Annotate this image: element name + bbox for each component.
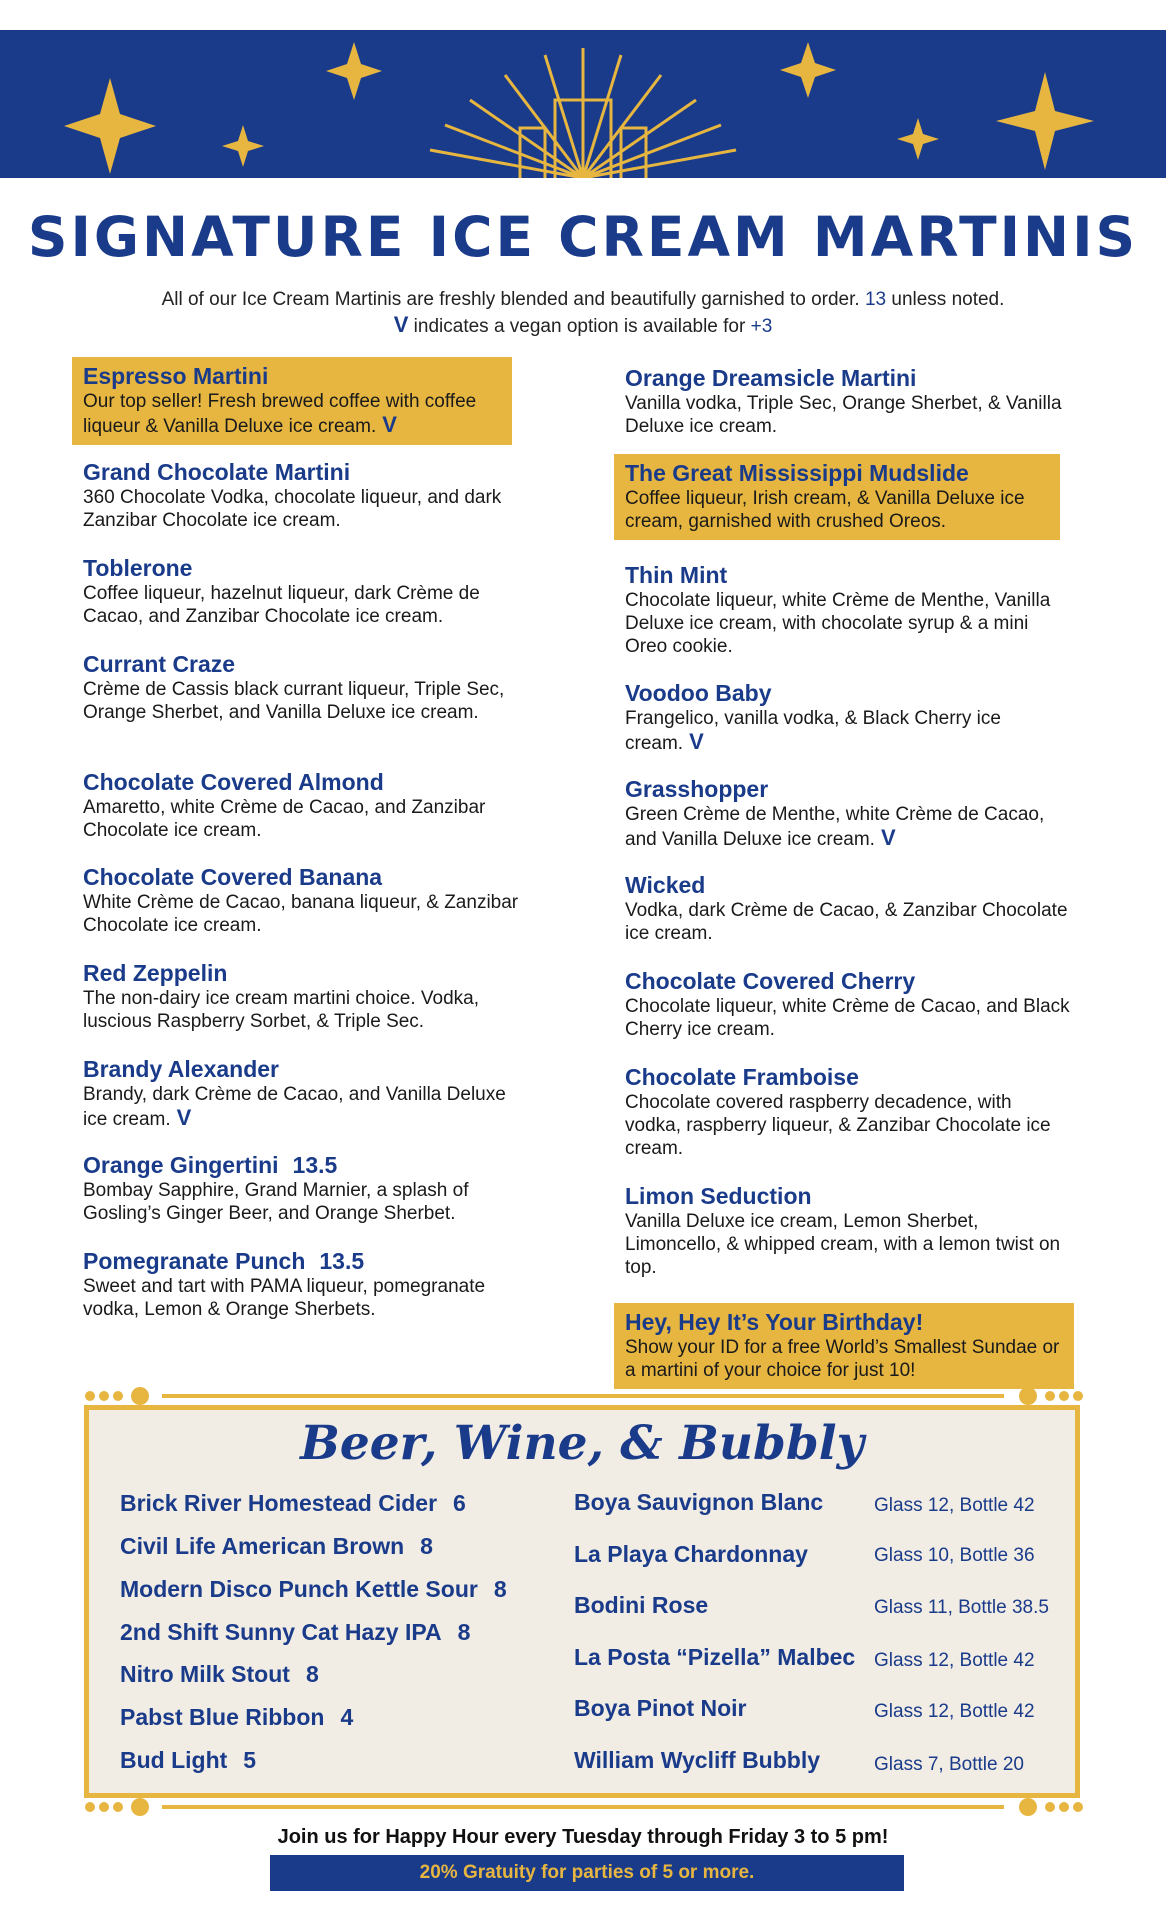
beer-name: Modern Disco Punch Kettle Sour bbox=[120, 1576, 478, 1602]
star-icon bbox=[222, 125, 264, 167]
beer-name: Civil Life American Brown bbox=[120, 1533, 405, 1559]
wine-price: Glass 12, Bottle 42 bbox=[874, 1495, 1035, 1516]
dot-border-bottom bbox=[84, 1797, 1084, 1817]
vegan-mark-icon: V bbox=[393, 312, 409, 337]
beer-price: 8 bbox=[305, 1661, 319, 1687]
item-desc: Vanilla Deluxe ice cream, Lemon Sherbet, Limoncello, & whipped cream, with a lemon twist on top. bbox=[625, 1211, 1061, 1278]
item-name: Espresso Martini bbox=[83, 363, 269, 389]
item-name: Limon Seduction bbox=[625, 1183, 812, 1209]
sunburst-icon bbox=[430, 48, 736, 178]
star-icon bbox=[996, 72, 1094, 170]
wine-name: La Playa Chardonnay bbox=[574, 1541, 808, 1567]
item-desc: Bombay Sapphire, Grand Marnier, a splash of Gosling’s Ginger Beer, and Orange Sherbet. bbox=[83, 1180, 469, 1224]
menu-item-red-zeppelin bbox=[83, 960, 528, 1033]
item-name: Grasshopper bbox=[625, 776, 769, 802]
menu-item-thin-mint bbox=[625, 562, 1070, 658]
item-desc: White Crème de Cacao, banana liqueur, & Zanzibar Chocolate ice cream. bbox=[83, 892, 519, 936]
beer-price: 5 bbox=[243, 1747, 257, 1773]
item-desc: Sweet and tart with PAMA liqueur, pomegranate vodka, Lemon & Orange Sherbets. bbox=[83, 1276, 486, 1320]
menu-item-birthday-special bbox=[614, 1303, 1074, 1389]
item-price: 13.5 bbox=[319, 1248, 365, 1274]
menu-item-voodoo-baby bbox=[625, 680, 1070, 755]
item-desc: Chocolate covered raspberry decadence, with vodka, raspberry liqueur, & Zanzibar Chocolate ice cream. bbox=[625, 1092, 1051, 1159]
beer-item bbox=[120, 1661, 319, 1688]
header-banner bbox=[0, 30, 1166, 178]
beer-item bbox=[120, 1490, 466, 1517]
item-name: The Great Mississippi Mudslide bbox=[625, 460, 969, 486]
item-name: Thin Mint bbox=[625, 562, 728, 588]
intro-unless: unless noted. bbox=[891, 289, 1005, 310]
item-name: Pomegranate Punch bbox=[83, 1248, 306, 1274]
item-desc: Brandy, dark Crème de Cacao, and Vanilla Deluxe ice cream. bbox=[83, 1084, 506, 1130]
menu-item-currant-craze bbox=[83, 651, 528, 724]
item-desc: Coffee liqueur, hazelnut liqueur, dark Crème de Cacao, and Zanzibar Chocolate ice cream. bbox=[83, 583, 480, 627]
menu-item-chocolate-covered-cherry bbox=[625, 968, 1070, 1041]
item-desc: 360 Chocolate Vodka, chocolate liqueur, and dark Zanzibar Chocolate ice cream. bbox=[83, 487, 502, 531]
item-name: Voodoo Baby bbox=[625, 680, 772, 706]
menu-item-espresso-martini bbox=[72, 357, 512, 445]
happy-hour-note: Join us for Happy Hour every Tuesday through Friday 3 to 5 pm! bbox=[277, 1826, 889, 1848]
item-name: Wicked bbox=[625, 872, 706, 898]
beer-wine-title: Beer, Wine, & Bubbly bbox=[300, 1416, 864, 1471]
star-icon bbox=[780, 42, 836, 98]
menu-item-pomegranate-punch bbox=[83, 1248, 528, 1321]
wine-price: Glass 7, Bottle 20 bbox=[874, 1754, 1024, 1775]
item-desc: Green Crème de Menthe, white Crème de Cacao, and Vanilla Deluxe ice cream. bbox=[625, 804, 1045, 850]
item-desc: Show your ID for a free World’s Smallest Sundae or a martini of your choice for just 10! bbox=[625, 1337, 1060, 1381]
gratuity-bar: 20% Gratuity for parties of 5 or more. bbox=[270, 1855, 904, 1891]
vegan-icon: V bbox=[689, 729, 704, 754]
item-name: Hey, Hey It’s Your Birthday! bbox=[625, 1309, 924, 1335]
item-name: Chocolate Covered Cherry bbox=[625, 968, 916, 994]
vegan-upcharge: +3 bbox=[750, 316, 773, 337]
wine-price: Glass 12, Bottle 42 bbox=[874, 1701, 1035, 1722]
item-name: Chocolate Framboise bbox=[625, 1064, 859, 1090]
item-desc: Chocolate liqueur, white Crème de Menthe, Vanilla Deluxe ice cream, with chocolate syrup & a mini Oreo cookie. bbox=[625, 590, 1051, 657]
item-desc: Vanilla vodka, Triple Sec, Orange Sherbet, & Vanilla Deluxe ice cream. bbox=[625, 393, 1062, 437]
beer-name: Bud Light bbox=[120, 1747, 228, 1773]
star-icon bbox=[897, 118, 939, 160]
menu-item-grasshopper bbox=[625, 776, 1070, 851]
beer-name: 2nd Shift Sunny Cat Hazy IPA bbox=[120, 1619, 442, 1645]
intro-text bbox=[80, 287, 1086, 339]
item-desc: Chocolate liqueur, white Crème de Cacao, and Black Cherry ice cream. bbox=[625, 996, 1070, 1040]
item-desc: Frangelico, vanilla vodka, & Black Cherry ice cream. bbox=[625, 708, 1001, 754]
item-name: Chocolate Covered Almond bbox=[83, 769, 384, 795]
vegan-icon: V bbox=[382, 412, 397, 437]
item-name: Brandy Alexander bbox=[83, 1056, 279, 1082]
dot-border-top bbox=[84, 1386, 1084, 1406]
item-desc: The non-dairy ice cream martini choice. Vodka, luscious Raspberry Sorbet, & Triple Sec. bbox=[83, 988, 480, 1032]
beer-price: 8 bbox=[493, 1576, 507, 1602]
art-deco-banner-art bbox=[0, 30, 1166, 178]
wine-name: Bodini Rose bbox=[574, 1592, 709, 1618]
menu-item-limon-seduction bbox=[625, 1183, 1070, 1279]
menu-item-chocolate-framboise bbox=[625, 1064, 1070, 1160]
page-title: SIGNATURE ICE CREAM MARTINIS bbox=[27, 205, 1139, 269]
item-name: Orange Gingertini bbox=[83, 1152, 279, 1178]
menu-item-toblerone bbox=[83, 555, 528, 628]
menu-item-wicked bbox=[625, 872, 1070, 945]
item-desc: Crème de Cassis black currant liqueur, Triple Sec, Orange Sherbet, and Vanilla Deluxe ice cream. bbox=[83, 679, 505, 723]
item-desc: Coffee liqueur, Irish cream, & Vanilla Deluxe ice cream, garnished with crushed Oreos. bbox=[625, 488, 1025, 532]
star-icon bbox=[64, 78, 156, 174]
beer-price: 8 bbox=[457, 1619, 471, 1645]
vegan-icon: V bbox=[880, 825, 896, 850]
menu-item-grand-chocolate-martini bbox=[83, 459, 528, 532]
item-desc: Vodka, dark Crème de Cacao, & Zanzibar Chocolate ice cream. bbox=[625, 900, 1068, 944]
wine-name: Boya Sauvignon Blanc bbox=[574, 1489, 824, 1515]
item-name: Orange Dreamsicle Martini bbox=[625, 365, 917, 391]
beer-item bbox=[120, 1533, 433, 1560]
item-name: Toblerone bbox=[83, 555, 193, 581]
star-icon bbox=[326, 42, 382, 100]
beer-name: Pabst Blue Ribbon bbox=[120, 1704, 325, 1730]
item-name: Grand Chocolate Martini bbox=[83, 459, 351, 485]
menu-item-orange-dreamsicle bbox=[625, 365, 1070, 438]
beer-price: 6 bbox=[453, 1490, 466, 1516]
wine-name: William Wycliff Bubbly bbox=[574, 1747, 821, 1773]
beer-item bbox=[120, 1619, 470, 1646]
beer-price: 4 bbox=[340, 1704, 354, 1730]
wine-price: Glass 11, Bottle 38.5 bbox=[874, 1597, 1049, 1618]
intro-line2: indicates a vegan option is available for bbox=[413, 316, 746, 337]
beer-name: Nitro Milk Stout bbox=[120, 1661, 290, 1687]
item-price: 13.5 bbox=[292, 1152, 338, 1178]
wine-price: Glass 10, Bottle 36 bbox=[874, 1545, 1035, 1566]
beer-item bbox=[120, 1704, 353, 1731]
menu-item-mississippi-mudslide bbox=[614, 454, 1060, 540]
item-desc: Amaretto, white Crème de Cacao, and Zanzibar Chocolate ice cream. bbox=[83, 797, 486, 841]
menu-item-brandy-alexander bbox=[83, 1056, 528, 1131]
beer-item bbox=[120, 1576, 507, 1603]
menu-item-orange-gingertini bbox=[83, 1152, 528, 1225]
intro-line1: All of our Ice Cream Martinis are freshly blended and beautifully garnished to order. bbox=[161, 289, 860, 310]
item-name: Red Zeppelin bbox=[83, 960, 228, 986]
wine-name: La Posta “Pizella” Malbec bbox=[574, 1644, 856, 1670]
menu-item-chocolate-covered-almond bbox=[83, 769, 528, 842]
item-desc: Our top seller! Fresh brewed coffee with coffee liqueur & Vanilla Deluxe ice cream. bbox=[83, 391, 477, 437]
wine-price: Glass 12, Bottle 42 bbox=[874, 1650, 1035, 1671]
item-name: Currant Craze bbox=[83, 651, 236, 677]
intro-price: 13 bbox=[864, 289, 887, 310]
beer-price: 8 bbox=[420, 1533, 433, 1559]
wine-name: Boya Pinot Noir bbox=[574, 1695, 747, 1721]
item-name: Chocolate Covered Banana bbox=[83, 864, 383, 890]
vegan-icon: V bbox=[176, 1105, 192, 1130]
beer-name: Brick River Homestead Cider bbox=[120, 1490, 438, 1516]
beer-item bbox=[120, 1747, 256, 1774]
menu-item-chocolate-covered-banana bbox=[83, 864, 528, 937]
